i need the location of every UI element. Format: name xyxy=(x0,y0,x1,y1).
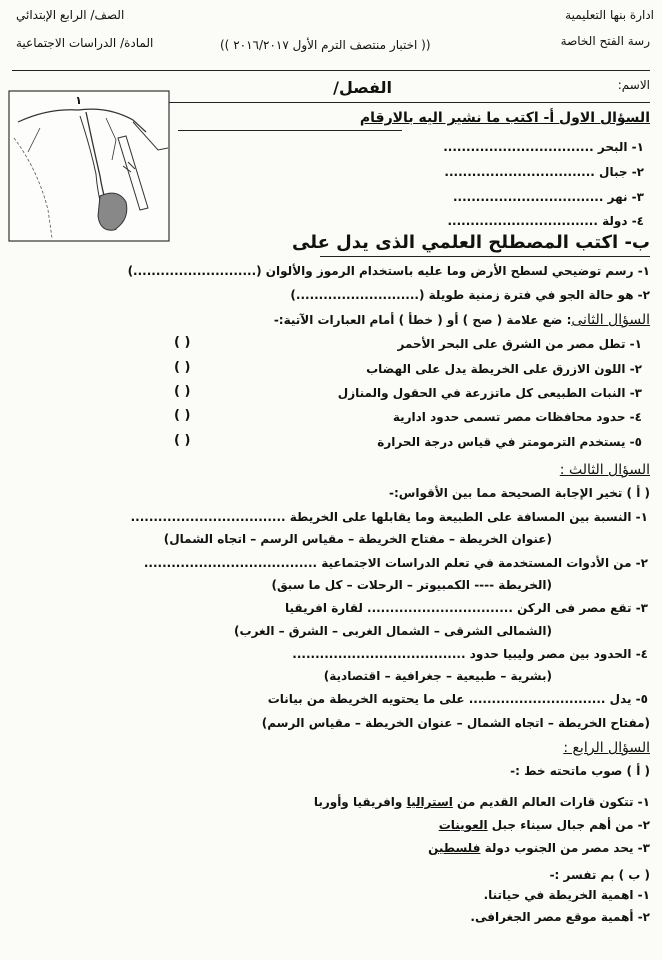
q2-item-4: ٤- حدود محافظات مصر تسمى حدود ادارية xyxy=(392,410,642,424)
q3-item-2: ٢- من الأدوات المستخدمة في تعلم الدراسات الاجتماعية ...................................... xyxy=(143,556,648,570)
q2-instruction: : ضع علامة ( صح ) أو ( خطأ ) أمام العبارات الآتية:- xyxy=(273,313,572,327)
q2-answer-4: ( ) xyxy=(174,408,191,423)
school-name-line1: ادارة بنها التعليمية xyxy=(565,8,654,22)
q2-item-5: ٥- يستخدم الترمومتر في قياس درجة الحرارة xyxy=(377,435,642,449)
q1-b-item-2: ٢- هو حالة الجو في فترة زمنية طويلة (...........................) xyxy=(290,288,650,302)
q4-item-1: ١- تتكون قارات العالم القديم من استراليا وافريقيا وأوربا xyxy=(313,795,650,809)
school-name-line2: رسة الفتح الخاصة xyxy=(560,34,650,48)
q2-item-1: ١- تطل مصر من الشرق على البحر الأحمر xyxy=(397,337,642,351)
q1-title: السؤال الاول أ- اكتب ما نشير اليه بالارقام xyxy=(359,110,650,126)
q1-item-4: ٤- دولة ................................. xyxy=(447,214,644,228)
q2-answer-2: ( ) xyxy=(174,360,191,375)
q4-item-2: ٢- من أهم جبال سيناء جبل العوينات xyxy=(438,818,650,832)
q3-item-1: ١- النسبة بين المسافة على الطبيعة وما يقابلها على الخريطة .................................. xyxy=(130,510,648,524)
q3-options-2: (الخريطة ---- الكمبيوتر – الرحلات – كل ما سبق) xyxy=(271,578,552,592)
q1-item-2: ٢- جبال ................................. xyxy=(444,165,644,179)
exam-title: (( اختبار منتصف الترم الأول ٢٠١٦/٢٠١٧ )) xyxy=(220,38,431,52)
q4-b-item-1: ١- اهمية الخريطة في حياتنا. xyxy=(483,888,650,902)
q4-b-item-2: ٢- أهمية موقع مصر الجغرافى. xyxy=(470,910,650,924)
q1-b-item-1: ١- رسم توضيحي لسطح الأرض وما عليه باستخدام الرموز والألوان (...........................) xyxy=(127,264,650,278)
q3-item-4: ٤- الحدود بين مصر وليبيا حدود ...................................... xyxy=(292,647,648,661)
q4-underlined-word-2: العوينات xyxy=(438,818,488,832)
q3-options-5: (مفتاح الخريطة – اتجاه الشمال – عنوان الخريطة – مقياس الرسم) xyxy=(261,716,650,730)
name-label: الاسم: xyxy=(617,78,650,92)
q3-options-4: (بشرية – طبيعية – جغرافية – اقتصادية) xyxy=(323,669,552,683)
map-number-label: ١ xyxy=(75,94,82,107)
q2-answer-3: ( ) xyxy=(174,384,191,399)
q4-title: السؤال الرابع : xyxy=(563,740,650,756)
q1-part-b-title: ب- اكتب المصطلح العلمي الذى يدل على xyxy=(292,232,650,253)
q4-part-b: ( ب ) بم تفسر :- xyxy=(549,868,650,882)
q4-part-a: ( أ ) صوب ماتحته خط :- xyxy=(510,764,650,778)
subject-label: المادة/ الدراسات الاجتماعية xyxy=(16,36,154,50)
grade-label: الصف/ الرابع الإبتدائي xyxy=(16,8,125,22)
q1-part-b-underline xyxy=(320,256,650,257)
q3-options-3: (الشمالى الشرقى – الشمال الغربى – الشرق – الغرب) xyxy=(234,624,552,638)
q3-part-a: ( أ ) تخير الإجابة الصحيحة مما بين الأقواس:- xyxy=(389,486,650,500)
q1-item-3: ٣- نهر ................................. xyxy=(452,190,644,204)
class-label: الفصل/ xyxy=(333,78,392,97)
q2-item-2: ٢- اللون الازرق على الخريطة يدل على الهضاب xyxy=(366,362,642,376)
q3-item-5: ٥- يدل .............................. على ما يحتويه الخريطة من بيانات xyxy=(267,692,648,706)
q2-answer-1: ( ) xyxy=(174,335,191,350)
header-divider xyxy=(12,70,650,71)
q2-title: السؤال الثانى xyxy=(571,312,650,328)
q4-underlined-word-3: فلسطين xyxy=(428,841,481,855)
q4-item-3: ٣- يحد مصر من الجنوب دولة فلسطين xyxy=(428,841,650,855)
q3-item-3: ٣- تقع مصر فى الركن ................................ لقارة افريقيا xyxy=(285,601,648,615)
q2-answer-5: ( ) xyxy=(174,433,191,448)
q2-item-3: ٣- النبات الطبيعى كل ماتزرعة في الحقول والمنازل xyxy=(337,386,642,400)
q3-options-1: (عنوان الخريطة – مفتاح الخريطة – مقياس الرسم – اتجاه الشمال) xyxy=(163,532,552,546)
egypt-map xyxy=(8,90,170,242)
q3-title: السؤال الثالث : xyxy=(559,462,650,478)
q1-underline xyxy=(178,130,402,131)
q4-underlined-word-1: استراليا xyxy=(406,795,453,809)
q2-header xyxy=(274,312,650,328)
q1-item-1: ١- البحر ................................. xyxy=(443,140,644,154)
